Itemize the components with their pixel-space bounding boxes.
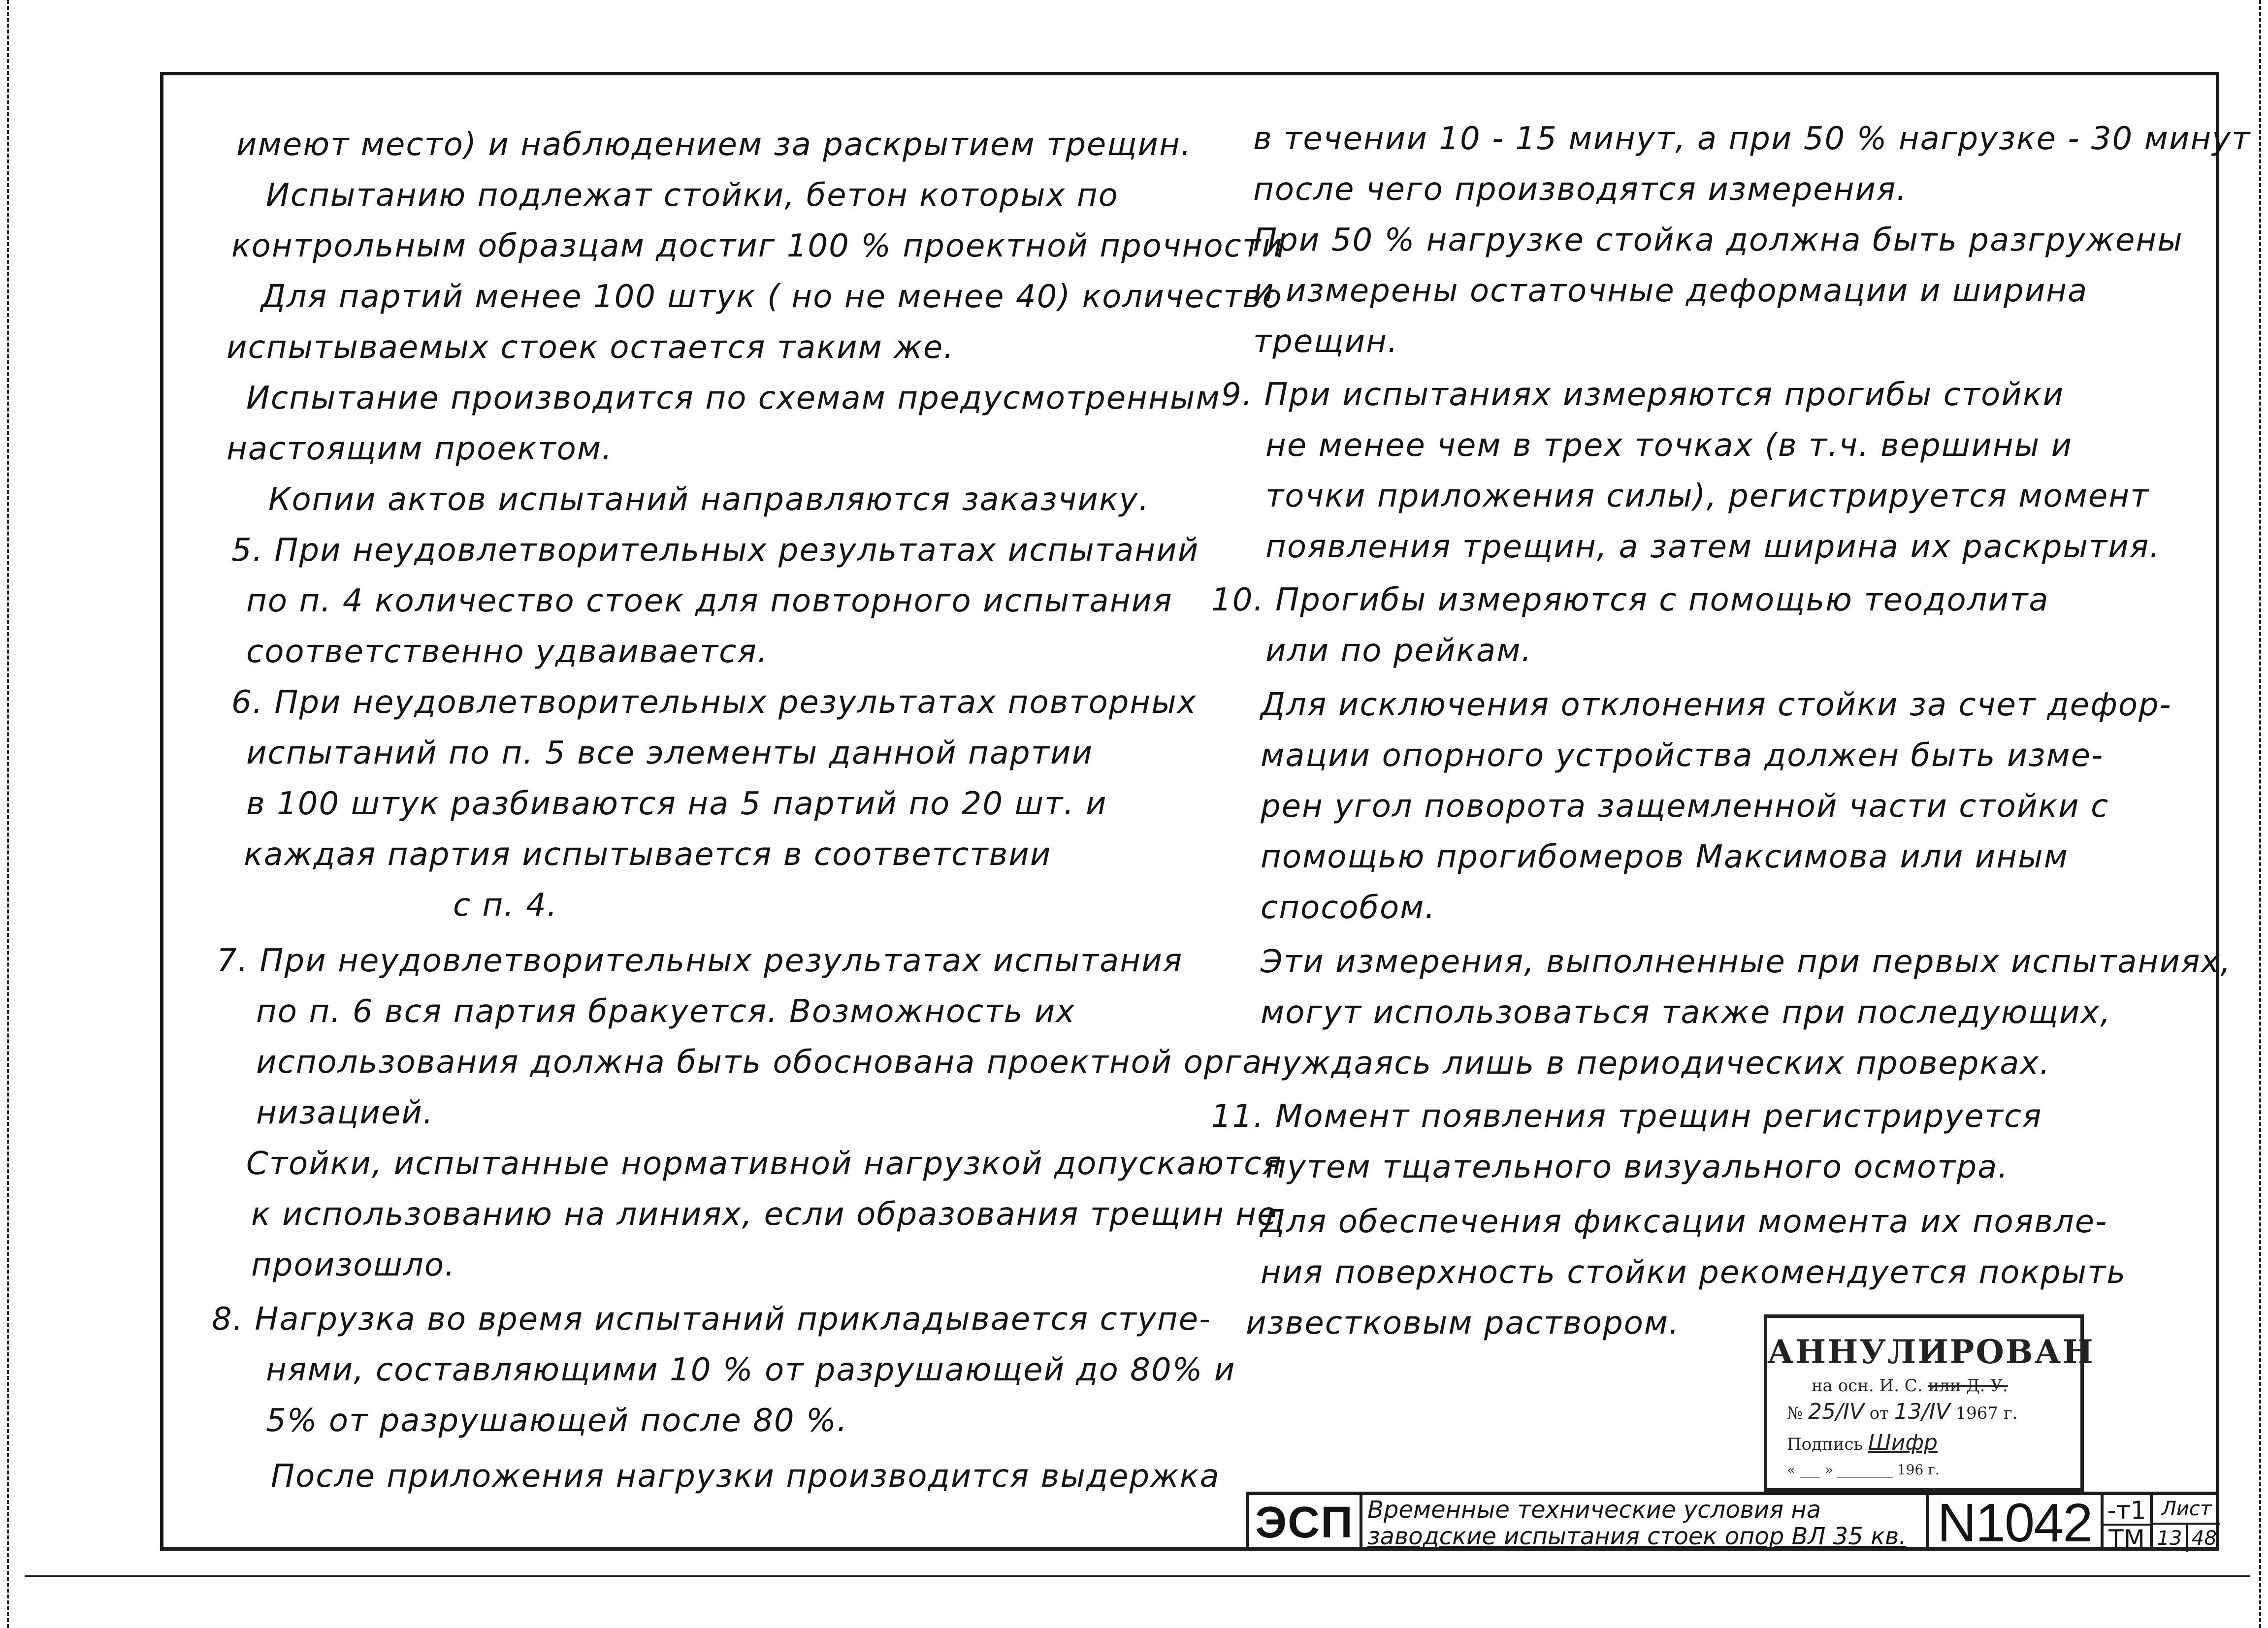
left-line: по п. 4 количество стоек для повторного испытания xyxy=(246,583,1173,619)
right-line: появления трещин, а затем ширина их раскрытия. xyxy=(1265,529,2161,565)
left-line: 8. Нагрузка во время испытаний прикладывается ступе- xyxy=(212,1301,1212,1338)
left-line: настоящим проектом. xyxy=(227,431,613,467)
sheet-cell xyxy=(2153,1495,2220,1551)
right-line: 9. При испытаниях измеряются прогибы стойки xyxy=(1221,377,2065,413)
stamp-signature-label: Подпись xyxy=(1787,1435,1863,1454)
stamp-blank-date: « ___ » ________ 196 г. xyxy=(1787,1462,1940,1478)
stamp-basis-struck: или Д. У. xyxy=(1928,1376,2008,1396)
right-line: 11. Момент появления трещин регистрируется xyxy=(1211,1098,2042,1135)
left-line: Испытанию подлежат стойки, бетон которых по xyxy=(266,177,1119,214)
left-line: 5% от разрушающей после 80 %. xyxy=(266,1403,848,1439)
right-line: точки приложения силы), регистрируется момент xyxy=(1265,478,2150,514)
description-line-2: заводские испытания стоек опор ВЛ 35 кв. xyxy=(1367,1523,1907,1550)
document-suffix xyxy=(2104,1495,2153,1551)
left-line: После приложения нагрузки производится выдержка xyxy=(271,1458,1220,1495)
right-line: и измерены остаточные деформации и ширина xyxy=(1253,273,2088,309)
right-line: способом. xyxy=(1261,890,1436,926)
right-line: или по рейкам. xyxy=(1265,633,1532,669)
right-line: нуждаясь лишь в периодических проверках. xyxy=(1261,1045,2051,1082)
right-line: рен угол поворота защемленной части стойки с xyxy=(1261,788,2109,825)
left-line: 5. При неудовлетворительных результатах испытаний xyxy=(231,532,1199,569)
right-line: могут использоваться также при последующих, xyxy=(1261,994,2111,1031)
document-suffix-bottom: ТМ xyxy=(2108,1525,2145,1553)
stamp-basis-prefix: на осн. И. С. xyxy=(1812,1376,1923,1396)
document-suffix-top: -т1 xyxy=(2104,1495,2150,1526)
left-line: 7. При неудовлетворительных результатах испытания xyxy=(217,943,1183,979)
right-line: не менее чем в трех точках (в т.ч. вершины и xyxy=(1265,427,2073,464)
sheet-label: Лист xyxy=(2153,1495,2220,1525)
right-line: мации опорного устройства должен быть изме- xyxy=(1261,737,2104,774)
stamp-number-label: № xyxy=(1787,1404,1803,1423)
right-cut-line xyxy=(2259,0,2261,1628)
left-line: произошло. xyxy=(251,1247,456,1283)
left-line: низацией. xyxy=(256,1095,434,1131)
right-line: При 50 % нагрузке стойка должна быть разгружены xyxy=(1253,222,2183,258)
annulled-stamp xyxy=(1764,1314,2095,1492)
stamp-signature-value: Шифр xyxy=(1868,1430,1938,1455)
right-line: помощью прогибомеров Максимова или иным xyxy=(1261,839,2069,875)
right-line: в течении 10 - 15 минут, а при 50 % нагрузке - 30 минут xyxy=(1253,121,2251,157)
left-line: каждая партия испытывается в соответствии xyxy=(244,836,1052,873)
left-line: нями, составляющими 10 % от разрушающей до 80% и xyxy=(266,1352,1236,1388)
bottom-trim-line xyxy=(25,1575,2250,1577)
left-cut-line xyxy=(7,0,9,1628)
left-line: Испытание производится по схемам предусмотренным xyxy=(246,380,1221,416)
sheet-total: 48 xyxy=(2192,1527,2217,1550)
stamp-date-value: 13/IV xyxy=(1894,1399,1950,1424)
right-line: трещин. xyxy=(1253,323,1399,360)
sheet-number: 13 xyxy=(2153,1525,2188,1552)
stamp-basis-row xyxy=(1812,1376,2008,1396)
left-line: 6. При неудовлетворительных результатах повторных xyxy=(231,684,1197,721)
org-code: ЭСП xyxy=(1249,1495,1362,1551)
left-line: в 100 штук разбиваются на 5 партий по 20 шт. и xyxy=(246,786,1107,822)
left-line: с п. 4. xyxy=(453,887,558,924)
right-line: Для обеспечения фиксации момента их появле- xyxy=(1261,1204,2108,1240)
right-line: путем тщательного визуального осмотра. xyxy=(1265,1149,2009,1185)
left-line: к использованию на линиях, если образования трещин не xyxy=(251,1196,1278,1233)
left-line: контрольным образцам достиг 100 % проектной прочности xyxy=(231,228,1283,264)
left-line: Копии актов испытаний направляются заказчику. xyxy=(268,481,1150,518)
stamp-date-label: от xyxy=(1869,1404,1889,1423)
right-line: Для исключения отклонения стойки за счет дефор- xyxy=(1261,687,2172,723)
title-block xyxy=(1246,1492,2217,1551)
left-line: по п. 6 вся партия бракуется. Возможность их xyxy=(256,993,1076,1030)
stamp-title: АННУЛИРОВАН xyxy=(1767,1333,2095,1371)
right-line: ния поверхность стойки рекомендуется покрыть xyxy=(1261,1254,2127,1291)
stamp-signature-row xyxy=(1787,1430,1938,1455)
left-line: соответственно удваивается. xyxy=(246,634,769,670)
right-line: после чего производятся измерения. xyxy=(1253,171,1908,208)
document-description xyxy=(1362,1495,1929,1551)
left-line: испытываемых стоек остается таким же. xyxy=(227,329,955,366)
description-line-1: Временные технические условия на xyxy=(1367,1496,1821,1524)
document-number: N1042 xyxy=(1929,1495,2104,1551)
left-line: Стойки, испытанные нормативной нагрузкой допускаются xyxy=(246,1146,1282,1182)
stamp-number-row xyxy=(1787,1399,2017,1424)
right-line: известковым раствором. xyxy=(1246,1305,1680,1341)
stamp-number-value: 25/IV xyxy=(1808,1399,1864,1424)
left-line: использования должна быть обоснована проектной орга- xyxy=(256,1044,1275,1081)
sheet-numbers xyxy=(2153,1525,2220,1552)
stamp-year-value: 1967 г. xyxy=(1955,1404,2018,1423)
left-line: испытаний по п. 5 все элементы данной партии xyxy=(246,735,1094,771)
right-line: 10. Прогибы измеряются с помощью теодолита xyxy=(1211,582,2049,618)
left-line: имеют место) и наблюдением за раскрытием трещин. xyxy=(236,127,1192,163)
left-line: Для партий менее 100 штук ( но не менее 40) количество xyxy=(261,279,1283,315)
right-line: Эти измерения, выполненные при первых испытаниях, xyxy=(1261,944,2232,980)
